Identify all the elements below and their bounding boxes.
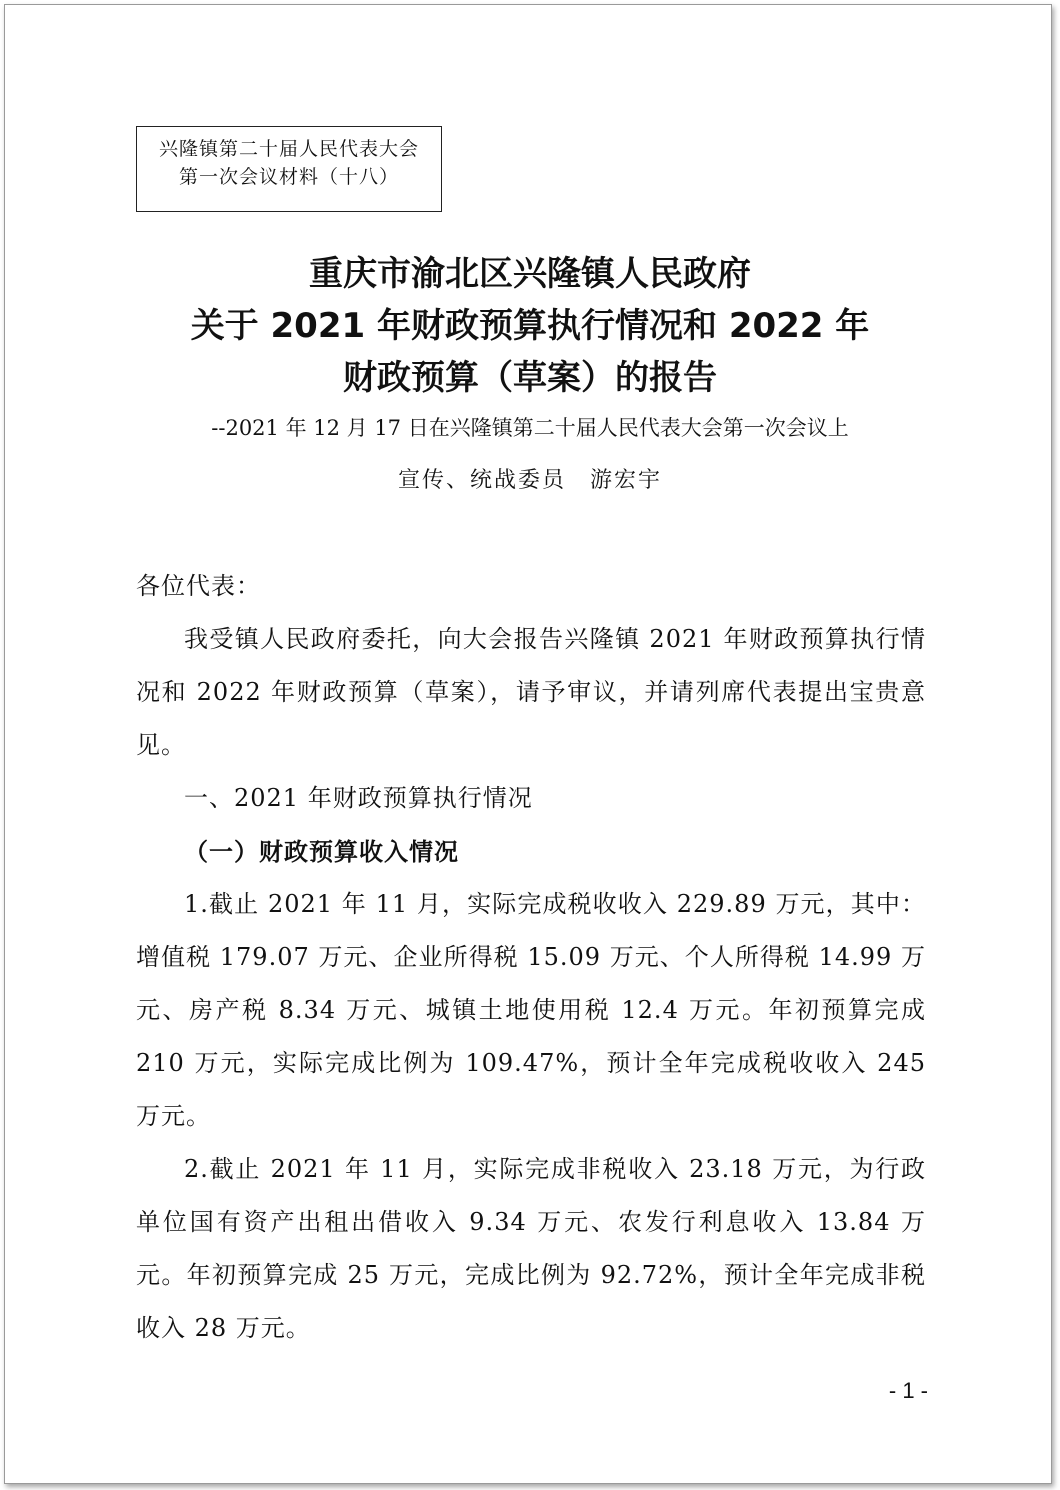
non-tax-revenue-paragraph: 2.截止 2021 年 11 月，实际完成非税收入 23.18 万元，为行政单位国有资产出租出借收入 9.34 万元、农发行利息收入 13.84 万元。年初预算完成 25 万元，完成比例为 92.72%，预计全年完成非税收入 28 万元。 (136, 1155, 926, 1342)
tax-revenue-paragraph: 1.截止 2021 年 11 月，实际完成税收收入 229.89 万元，其中：增值税 179.07 万元、企业所得税 15.09 万元、个人所得税 14.99 万元、房产税 8.34 万元、城镇土地使用税 12.4 万元。年初预算完成 210 万元，实际完成比例为 109.47%，预计全年完成税收收入 245 万元。 (136, 890, 926, 1130)
section-heading: 一、2021 年财政预算执行情况 (184, 784, 533, 812)
salutation: 各位代表： (136, 572, 261, 600)
intro-paragraph: 我受镇人民政府委托，向大会报告兴隆镇 2021 年财政预算执行情况和 2022 年财政预算（草案），请予审议，并请列席代表提出宝贵意见。 (136, 625, 926, 759)
report-title-line3: 财政预算（草案）的报告 (343, 358, 717, 398)
meeting-material-line1: 兴隆镇第二十届人民代表大会 (158, 138, 419, 160)
report-title-line1: 重庆市渝北区兴隆镇人民政府 (309, 254, 751, 294)
report-title (0, 248, 1060, 404)
report-subtitle: --2021 年 12 月 17 日在兴隆镇第二十届人民代表大会第一次会议上 (211, 416, 849, 440)
meeting-material-line2: 第一次会议材料（十八） (178, 166, 399, 188)
report-speaker: 宣传、统战委员 游宏宇 (397, 468, 662, 493)
page-number: - 1 - (888, 1378, 928, 1403)
report-title-line2: 关于 2021 年财政预算执行情况和 2022 年 (190, 306, 870, 346)
report-body (136, 560, 926, 1355)
meeting-material-box (136, 126, 442, 212)
subsection-heading: （一）财政预算收入情况 (184, 837, 459, 866)
